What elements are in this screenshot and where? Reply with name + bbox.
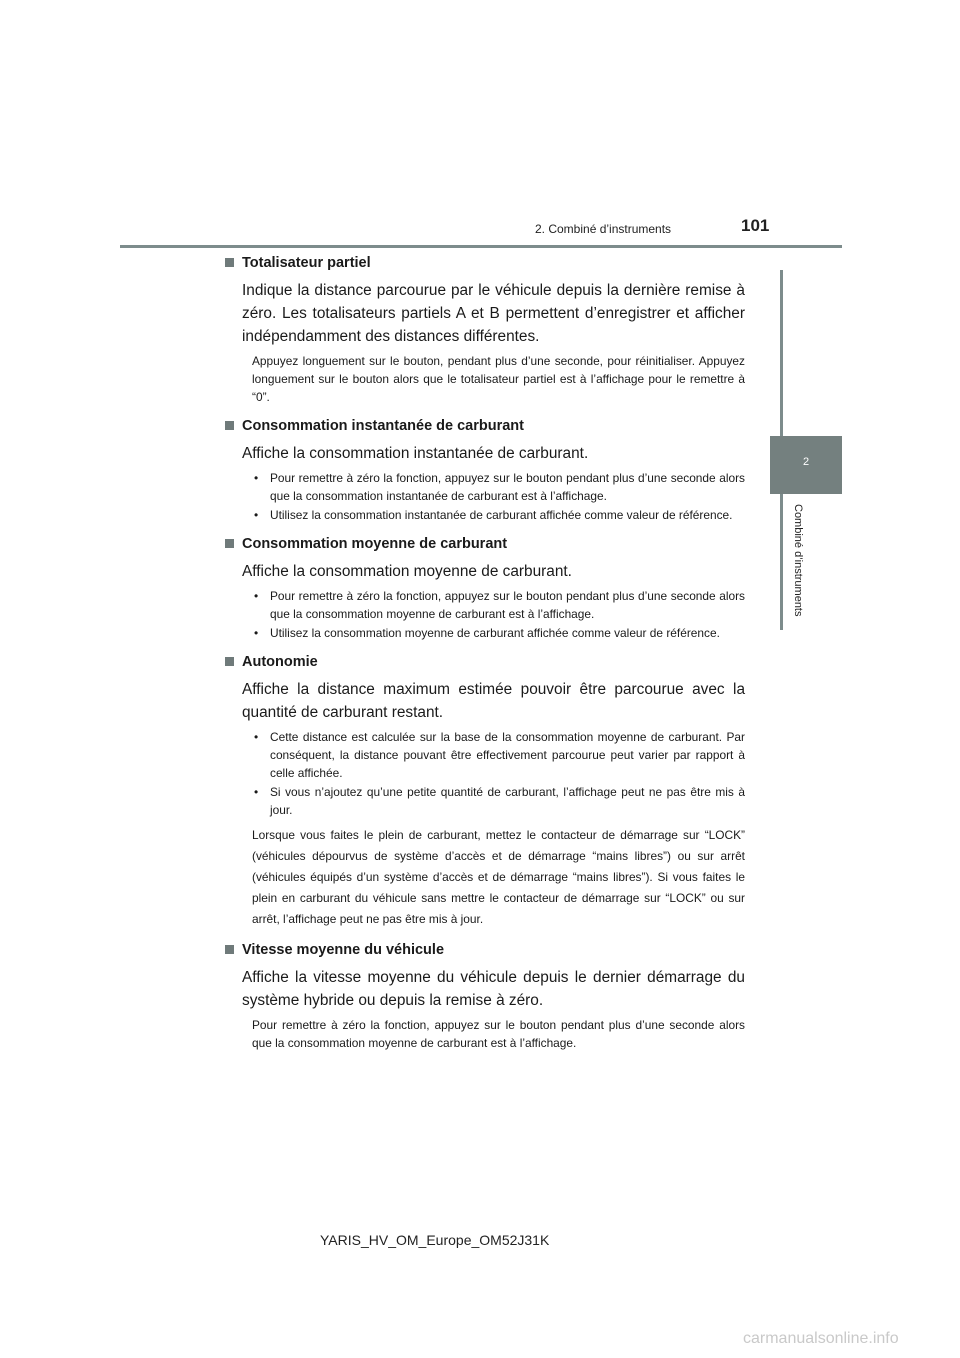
bullet-list [252, 587, 745, 642]
section-heading [222, 253, 745, 273]
section-title: 2. Combiné d’instruments [535, 222, 672, 236]
section-heading [222, 940, 745, 960]
section-average-speed [222, 940, 745, 1052]
chapter-tab [770, 436, 842, 494]
list-item: • Pour remettre à zéro la fonction, appuyez sur le bouton pendant plus d’une seconde alors que la consommation moyenne de carburant est à l’affichage. [252, 587, 745, 623]
chapter-number: 2 [802, 456, 810, 468]
list-item: • Pour remettre à zéro la fonction, appuyez sur le bouton pendant plus d’une seconde alors que la consommation instantanée de carburant est à l’affichage. [252, 469, 745, 505]
square-bullet-icon [225, 258, 234, 267]
list-item: • Utilisez la consommation instantanée de carburant affichée comme valeur de référence. [252, 506, 745, 524]
list-item: • Cette distance est calculée sur la base de la consommation moyenne de carburant. Par conséquent, la distance pouvant être effectivement parcourue peut varier par rapport à celle affichée. [252, 728, 745, 782]
square-bullet-icon [225, 421, 234, 430]
bullet-list [252, 728, 745, 819]
bullet-list [252, 469, 745, 524]
section-range [222, 652, 745, 930]
section-trip-meter [222, 253, 745, 406]
heading-text: Consommation moyenne de carburant [242, 536, 508, 552]
square-bullet-icon [225, 539, 234, 548]
section-instant-fuel [222, 416, 745, 524]
heading-text: Consommation instantanée de carburant [242, 418, 524, 434]
heading-text: Vitesse moyenne du véhicule [242, 942, 445, 958]
list-item: • Utilisez la consommation moyenne de carburant affichée comme valeur de référence. [252, 624, 745, 642]
section-lead: Indique la distance parcourue par le véhicule depuis la dernière remise à zéro. Les totalisateurs partiels A et B permettent d’enregistrer et afficher indépendamment des distances différentes. [242, 282, 745, 345]
document-code: YARIS_HV_OM_Europe_OM52J31K [320, 1232, 550, 1248]
list-item: • Si vous n’ajoutez qu’une petite quantité de carburant, l’affichage peut ne pas être mis à jour. [252, 783, 745, 819]
section-note: Pour remettre à zéro la fonction, appuyez sur le bouton pendant plus d’une seconde alors que la consommation moyenne de carburant est à l’affichage. [252, 1018, 745, 1050]
section-lead: Affiche la consommation instantanée de carburant. [242, 445, 589, 462]
section-heading [222, 416, 745, 436]
page-number: 101 [741, 216, 770, 235]
section-lead: Affiche la vitesse moyenne du véhicule depuis le dernier démarrage du système hybride ou depuis la remise à zéro. [242, 969, 745, 1009]
section-heading [222, 652, 745, 672]
square-bullet-icon [225, 945, 234, 954]
section-note: Appuyez longuement sur le bouton, pendant plus d’une seconde, pour réinitialiser. Appuyez longuement sur le bouton alors que le totalisateur partiel est à l’affichage pour le remettre à “0”. [252, 354, 745, 404]
page-content [222, 253, 745, 1062]
heading-text: Totalisateur partiel [242, 255, 371, 271]
square-bullet-icon [225, 657, 234, 666]
watermark: carmanualsonline.info [743, 1330, 899, 1347]
chapter-label: Combiné d’instruments [792, 504, 804, 617]
section-average-fuel [222, 534, 745, 642]
header-divider [120, 245, 842, 248]
heading-text: Autonomie [242, 654, 318, 670]
section-lead: Affiche la consommation moyenne de carburant. [242, 563, 572, 580]
section-paragraph: Lorsque vous faites le plein de carburant, mettez le contacteur de démarrage sur “LOCK” (véhicules dépourvus de système d’accès et de démarrage “mains libres”) ou sur arrêt (véhicules équipés d’un système d’accès et de démarrage “mains libres”). Si vous faites le plein en carburant du véhicule sans mettre le contacteur de démarrage sur “LOCK” ou sur arrêt, l’affichage peut ne pas être mis à jour. [252, 828, 745, 926]
section-heading [222, 534, 745, 554]
section-lead: Affiche la distance maximum estimée pouvoir être parcourue avec la quantité de carburant restant. [242, 681, 745, 721]
